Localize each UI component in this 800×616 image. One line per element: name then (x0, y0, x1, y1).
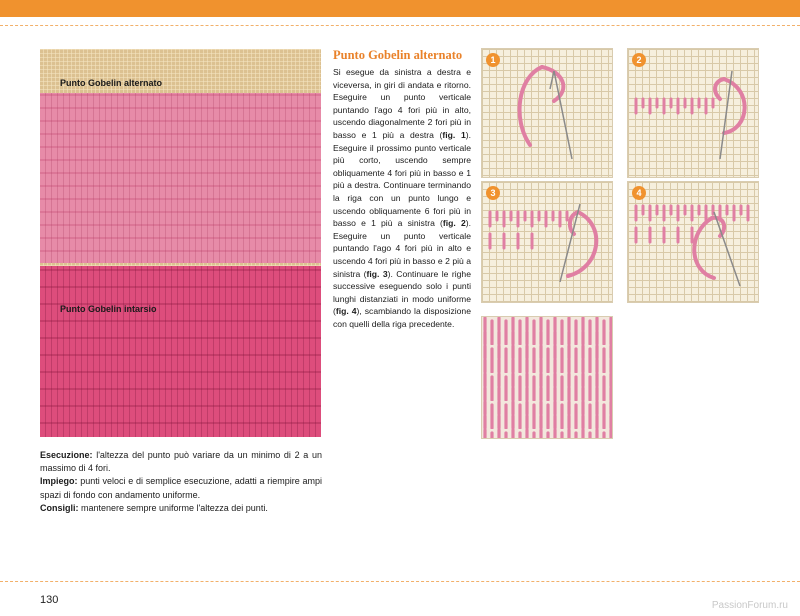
figure-2-number-badge: 2 (632, 53, 646, 67)
figure-final-pattern (481, 316, 613, 439)
instructions-text: Si esegue da sinistra a destra e viceversa, in giri di andata e ritorno. Eseguire un punto verticale puntando l'ago 4 fori più in alto, uscendo diagonalmente 2 fori più in basso e 1 più a destra (fig. 1). Eseguire il prossimo punto verticale più corto, uscendo sempre obliquamente 4 fori più in basso e 1 più a destra. Continuare terminando la riga con un punto lungo e uscendo obliquamente 6 fori più in basso e 1 più a sinistra (fig. 2). Eseguire un punto verticale puntando l'ago 4 fori più in alto e uscendo 4 fori più in basso e 2 più a sinistra (fig. 3). Continuare le righe successive eseguendo solo i punti lunghi distanziati in modo uniforme (fig. 4), scambiando la disposizione con quelli della riga precedente. (333, 67, 471, 329)
figure-2 (627, 48, 759, 178)
instructions-column (333, 48, 471, 330)
photo-label-alternato: Punto Gobelin alternato (60, 78, 163, 88)
figure-4 (627, 181, 759, 303)
figure-2-drawing (628, 49, 758, 177)
top-dashed-rule (0, 25, 800, 26)
note-consigli: Consigli: mantenere sempre uniforme l'altezza dei punti. (40, 502, 268, 513)
page-number: 130 (40, 594, 59, 606)
figure-3 (481, 181, 613, 303)
figure-1-drawing (482, 49, 612, 177)
alternato-stitch-band (40, 93, 321, 263)
photo-label-intarsio: Punto Gobelin intarsio (60, 304, 157, 314)
usage-notes (40, 449, 322, 515)
figure-4-number-badge: 4 (632, 186, 646, 200)
note-impiego: Impiego: punti veloci e di semplice esecuzione, adatti a riempire ampi spazi di fondo con andamento uniforme. (40, 476, 322, 500)
intarsio-stitch-band (40, 266, 321, 437)
figure-3-number-badge: 3 (486, 186, 500, 200)
figure-3-drawing (482, 182, 612, 302)
section-title: Punto Gobelin alternato (333, 48, 463, 62)
figure-1-number-badge: 1 (486, 53, 500, 67)
watermark: PassionForum.ru (711, 600, 788, 611)
figure-4-drawing (628, 182, 758, 302)
stitch-sample-photo (40, 49, 321, 437)
note-esecuzione: Esecuzione: l'altezza del punto può variare da un minimo di 2 a un massimo di 4 fori. (40, 450, 322, 474)
final-pattern-drawing (482, 317, 612, 438)
bottom-dashed-rule (0, 581, 800, 582)
figure-1 (481, 48, 613, 178)
top-color-bar (0, 0, 800, 17)
